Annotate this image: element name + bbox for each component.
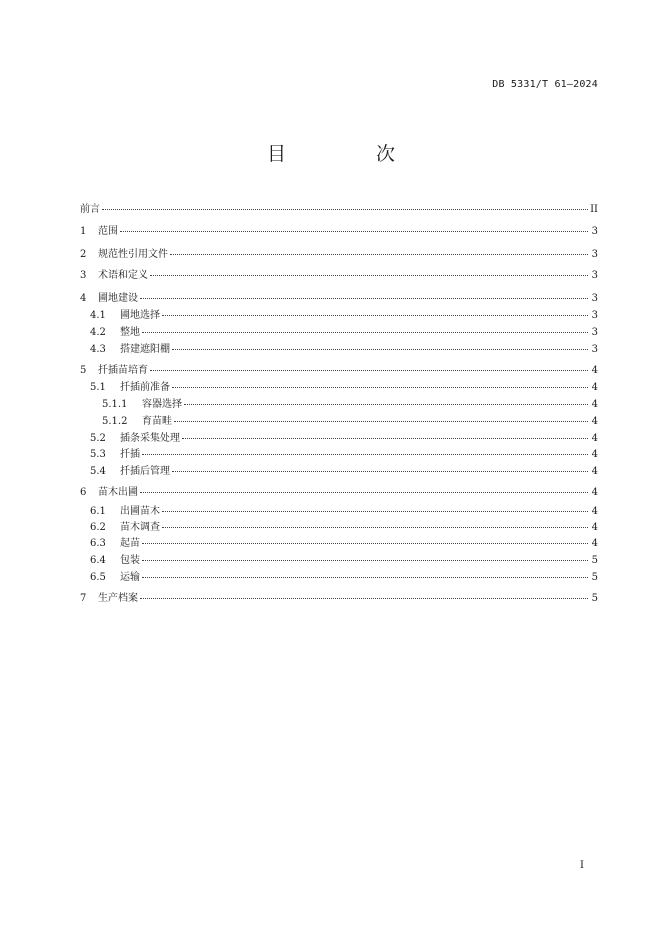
page-number: I [580, 860, 584, 871]
toc-entry[interactable] [102, 395, 598, 411]
toc-entry[interactable] [90, 306, 598, 322]
toc-entry-page: II [590, 204, 598, 215]
toc-entry-label: 范围 [98, 226, 118, 237]
toc-leader-dots [172, 471, 588, 472]
toc-leader-dots [142, 560, 588, 561]
toc-leader-dots [172, 349, 588, 350]
toc-entry-label: 扦插后管理 [120, 466, 170, 477]
toc-leader-dots [174, 421, 588, 422]
toc-entry[interactable] [90, 378, 598, 394]
toc-leader-dots [182, 438, 588, 439]
toc-entry-label: 苗木出圃 [98, 487, 138, 498]
toc-entry[interactable] [80, 222, 598, 238]
toc-entry[interactable] [90, 445, 598, 461]
toc-entry-page: 3 [591, 327, 598, 338]
toc-entry[interactable] [80, 361, 598, 377]
toc-entry[interactable] [80, 266, 598, 282]
toc-entry[interactable] [80, 200, 598, 216]
toc-leader-dots [140, 492, 588, 493]
toc-entry-number: 4.3 [90, 344, 106, 355]
toc-entry-label: 运输 [120, 572, 140, 583]
toc-entry-number: 6.2 [90, 522, 106, 533]
toc-leader-dots [150, 370, 588, 371]
toc-entry-number: 5.2 [90, 433, 106, 444]
toc-entry-number: 6.4 [90, 555, 106, 566]
toc-entry-page: 4 [591, 487, 598, 498]
toc-entry-label: 扦插苗培育 [98, 365, 148, 376]
toc-entry-label: 育苗畦 [142, 416, 172, 427]
toc-entry[interactable] [90, 502, 598, 518]
toc-entry-number: 4.1 [90, 310, 106, 321]
toc-entry-label: 起苗 [120, 538, 140, 549]
toc-entry[interactable] [80, 589, 598, 605]
toc-leader-dots [142, 577, 588, 578]
toc-entry-page: 4 [591, 506, 598, 517]
toc-leader-dots [142, 332, 588, 333]
toc-entry[interactable] [90, 323, 598, 339]
toc-entry-label: 术语和定义 [98, 270, 148, 281]
toc-entry-page: 3 [591, 226, 598, 237]
toc-entry-label: 规范性引用文件 [98, 249, 168, 260]
toc-title: 目 次 [266, 143, 438, 165]
toc-entry-number: 6.1 [90, 506, 106, 517]
toc-entry-number: 5.1 [90, 382, 106, 393]
toc-leader-dots [172, 387, 588, 388]
toc-leader-dots [140, 298, 588, 299]
toc-leader-dots [142, 454, 588, 455]
toc-entry-page: 4 [591, 399, 598, 410]
toc-entry[interactable] [90, 462, 598, 478]
toc-leader-dots [162, 527, 588, 528]
toc-entry-label: 容器选择 [142, 399, 182, 410]
toc-entry-number: 5 [80, 365, 87, 376]
document-code: DB 5331/T 61—2024 [492, 79, 598, 90]
toc-entry-page: 4 [591, 466, 598, 477]
toc-entry[interactable] [90, 551, 598, 567]
toc-leader-dots [184, 404, 588, 405]
toc-entry-label: 前言 [80, 204, 100, 215]
toc-entry[interactable] [80, 289, 598, 305]
toc-entry-page: 5 [591, 572, 598, 583]
toc-entry[interactable] [80, 245, 598, 261]
toc-leader-dots [150, 275, 588, 276]
toc-entry-number: 6.5 [90, 572, 106, 583]
toc-entry-number: 5.3 [90, 449, 106, 460]
toc-leader-dots [102, 209, 588, 210]
toc-entry-number: 6 [80, 487, 87, 498]
toc-entry-number: 2 [80, 249, 87, 260]
toc-entry[interactable] [102, 412, 598, 428]
toc-entry[interactable] [90, 340, 598, 356]
toc-entry-page: 4 [591, 449, 598, 460]
toc-entry[interactable] [90, 429, 598, 445]
toc-leader-dots [162, 511, 588, 512]
toc-entry-page: 4 [591, 382, 598, 393]
toc-entry-label: 扦插前准备 [120, 382, 170, 393]
toc-entry-page: 3 [591, 293, 598, 304]
toc-entry-number: 7 [80, 593, 87, 604]
toc-leader-dots [142, 543, 588, 544]
toc-entry[interactable] [80, 483, 598, 499]
toc-entry-label: 插条采集处理 [120, 433, 180, 444]
toc-entry-number: 6.3 [90, 538, 106, 549]
toc-entry-label: 扦插 [120, 449, 140, 460]
toc-entry-label: 搭建遮阳棚 [120, 344, 170, 355]
toc-entry-page: 4 [591, 365, 598, 376]
toc-entry-label: 包装 [120, 555, 140, 566]
toc-entry-label: 出圃苗木 [120, 506, 160, 517]
toc-entry-page: 4 [591, 416, 598, 427]
toc-leader-dots [140, 598, 588, 599]
toc-entry-number: 5.1.2 [102, 416, 128, 427]
toc-entry-label: 生产档案 [98, 593, 138, 604]
toc-leader-dots [162, 315, 588, 316]
toc-entry-number: 3 [80, 270, 87, 281]
toc-entry-page: 3 [591, 249, 598, 260]
toc-entry-page: 5 [591, 593, 598, 604]
toc-entry-number: 5.1.1 [102, 399, 128, 410]
toc-entry-page: 4 [591, 522, 598, 533]
toc-leader-dots [120, 231, 588, 232]
toc-entry[interactable] [90, 568, 598, 584]
toc-entry-page: 3 [591, 270, 598, 281]
toc-entry-page: 4 [591, 538, 598, 549]
toc-leader-dots [170, 254, 588, 255]
toc-entry-label: 苗木调查 [120, 522, 160, 533]
toc-entry-page: 3 [591, 344, 598, 355]
toc-entry-label: 圃地建设 [98, 293, 138, 304]
toc-entry[interactable] [90, 518, 598, 534]
toc-entry-page: 5 [591, 555, 598, 566]
toc-entry-label: 整地 [120, 327, 140, 338]
toc-entry-number: 5.4 [90, 466, 106, 477]
toc-entry-number: 4 [80, 293, 87, 304]
toc-entry[interactable] [90, 534, 598, 550]
toc-entry-number: 4.2 [90, 327, 106, 338]
toc-entry-label: 圃地选择 [120, 310, 160, 321]
toc-entry-number: 1 [80, 226, 87, 237]
toc-entry-page: 3 [591, 310, 598, 321]
toc-entry-page: 4 [591, 433, 598, 444]
